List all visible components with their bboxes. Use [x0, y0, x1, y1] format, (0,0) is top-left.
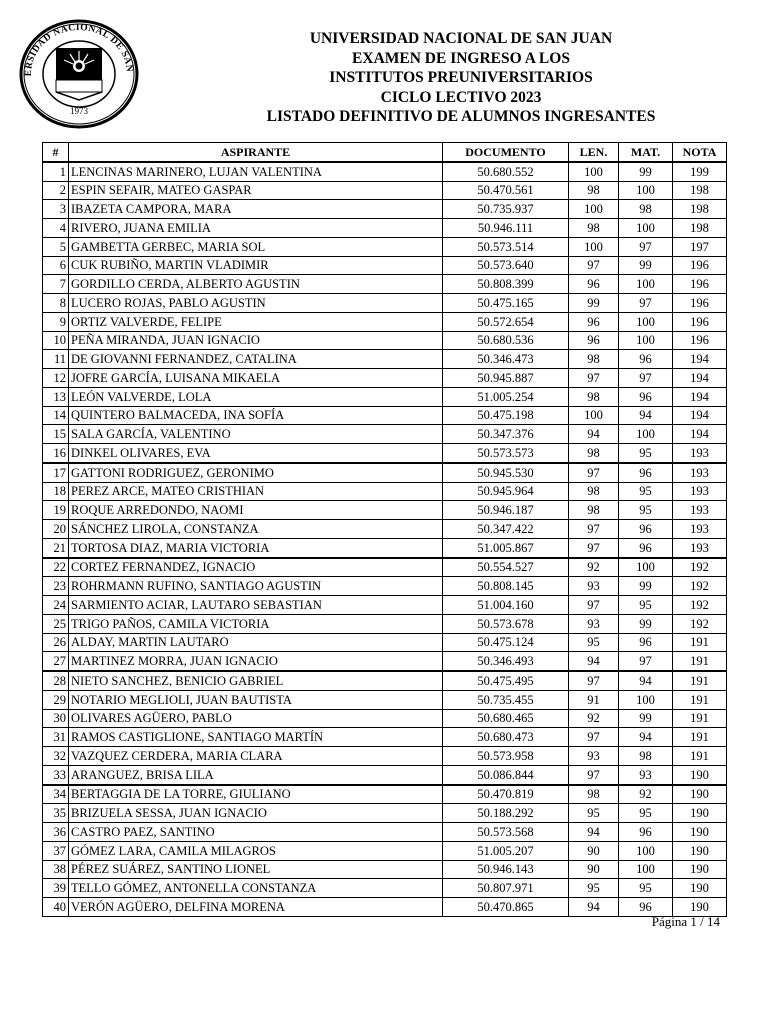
score-language: 92 — [569, 709, 619, 728]
score-language: 98 — [569, 387, 619, 406]
table-row — [43, 577, 727, 596]
score-total: 194 — [673, 369, 727, 388]
score-total: 198 — [673, 219, 727, 238]
score-language: 98 — [569, 444, 619, 463]
document-number: 50.808.145 — [443, 577, 569, 596]
student-name: PEÑA MIRANDA, JUAN IGNACIO — [69, 331, 443, 350]
row-number: 8 — [43, 294, 69, 313]
row-number: 31 — [43, 728, 69, 747]
row-number: 27 — [43, 652, 69, 671]
document-number: 50.554.527 — [443, 558, 569, 577]
score-total: 196 — [673, 275, 727, 294]
admitted-students-table — [42, 142, 727, 917]
score-language: 98 — [569, 219, 619, 238]
score-total: 199 — [673, 162, 727, 181]
table-body — [43, 162, 727, 917]
score-math: 100 — [619, 275, 673, 294]
score-language: 99 — [569, 294, 619, 313]
table-header-row — [43, 143, 727, 162]
score-total: 190 — [673, 879, 727, 898]
student-name: GORDILLO CERDA, ALBERTO AGUSTIN — [69, 275, 443, 294]
column-header-len: LEN. — [569, 143, 619, 162]
score-total: 192 — [673, 558, 727, 577]
score-language: 98 — [569, 482, 619, 501]
score-total: 190 — [673, 804, 727, 823]
student-name: LEÓN VALVERDE, LOLA — [69, 387, 443, 406]
score-math: 94 — [619, 728, 673, 747]
score-language: 94 — [569, 823, 619, 842]
score-language: 96 — [569, 275, 619, 294]
seal-text: ERSIDAD NACIONAL DE SAN — [23, 22, 135, 77]
score-math: 100 — [619, 841, 673, 860]
row-number: 4 — [43, 219, 69, 238]
header-line-exam: EXAMEN DE INGRESO A LOS — [352, 49, 570, 67]
row-number: 22 — [43, 558, 69, 577]
student-name: CASTRO PAEZ, SANTINO — [69, 823, 443, 842]
score-math: 96 — [619, 538, 673, 557]
score-total: 194 — [673, 425, 727, 444]
document-number: 50.347.422 — [443, 520, 569, 539]
score-total: 191 — [673, 671, 727, 690]
score-total: 196 — [673, 331, 727, 350]
table-row — [43, 709, 727, 728]
student-name: GATTONI RODRIGUEZ, GERONIMO — [69, 463, 443, 482]
header-line-listing: LISTADO DEFINITIVO DE ALUMNOS INGRESANTES — [266, 108, 656, 125]
score-math: 92 — [619, 785, 673, 804]
table-row — [43, 538, 727, 557]
score-math: 98 — [619, 200, 673, 219]
score-total: 194 — [673, 350, 727, 369]
document-number: 50.680.552 — [443, 162, 569, 181]
score-language: 98 — [569, 785, 619, 804]
row-number: 15 — [43, 425, 69, 444]
score-math: 95 — [619, 804, 673, 823]
document-number: 50.346.493 — [443, 652, 569, 671]
score-math: 95 — [619, 501, 673, 520]
table-row — [43, 860, 727, 879]
document-number: 50.470.561 — [443, 181, 569, 200]
score-language: 94 — [569, 652, 619, 671]
document-number: 50.735.455 — [443, 690, 569, 709]
score-total: 193 — [673, 538, 727, 557]
score-total: 190 — [673, 898, 727, 917]
document-number: 50.808.399 — [443, 275, 569, 294]
student-name: CORTEZ FERNANDEZ, IGNACIO — [69, 558, 443, 577]
score-total: 193 — [673, 501, 727, 520]
score-math: 100 — [619, 181, 673, 200]
column-header-number: # — [43, 143, 69, 162]
score-language: 97 — [569, 369, 619, 388]
student-name: ROQUE ARREDONDO, NAOMI — [69, 501, 443, 520]
table-row — [43, 765, 727, 784]
score-language: 93 — [569, 747, 619, 766]
score-language: 100 — [569, 406, 619, 425]
document-number: 51.005.207 — [443, 841, 569, 860]
table-row — [43, 463, 727, 482]
score-total: 197 — [673, 237, 727, 256]
university-seal — [18, 18, 140, 130]
table-row — [43, 804, 727, 823]
score-language: 93 — [569, 577, 619, 596]
score-math: 96 — [619, 387, 673, 406]
document-number: 50.946.187 — [443, 501, 569, 520]
document-number: 50.735.937 — [443, 200, 569, 219]
table-row — [43, 275, 727, 294]
row-number: 33 — [43, 765, 69, 784]
document-number: 50.807.971 — [443, 879, 569, 898]
score-math: 93 — [619, 765, 673, 784]
document-number: 50.945.887 — [443, 369, 569, 388]
row-number: 3 — [43, 200, 69, 219]
score-math: 97 — [619, 237, 673, 256]
table-row — [43, 652, 727, 671]
document-number: 51.005.254 — [443, 387, 569, 406]
student-name: SÁNCHEZ LIROLA, CONSTANZA — [69, 520, 443, 539]
document-header — [200, 29, 722, 127]
seal-year: 1973 — [70, 106, 88, 116]
student-name: TELLO GÓMEZ, ANTONELLA CONSTANZA — [69, 879, 443, 898]
table-row — [43, 879, 727, 898]
score-language: 93 — [569, 614, 619, 633]
score-math: 97 — [619, 369, 673, 388]
student-name: OLIVARES AGÜERO, PABLO — [69, 709, 443, 728]
score-language: 91 — [569, 690, 619, 709]
student-name: ROHRMANN RUFINO, SANTIAGO AGUSTIN — [69, 577, 443, 596]
row-number: 14 — [43, 406, 69, 425]
row-number: 13 — [43, 387, 69, 406]
row-number: 20 — [43, 520, 69, 539]
score-math: 99 — [619, 162, 673, 181]
row-number: 25 — [43, 614, 69, 633]
score-language: 95 — [569, 879, 619, 898]
document-number: 50.680.473 — [443, 728, 569, 747]
score-total: 193 — [673, 482, 727, 501]
table-row — [43, 633, 727, 652]
table-row — [43, 501, 727, 520]
document-number: 50.573.958 — [443, 747, 569, 766]
score-language: 97 — [569, 596, 619, 615]
student-name: QUINTERO BALMACEDA, INA SOFÍA — [69, 406, 443, 425]
table-row — [43, 369, 727, 388]
score-math: 100 — [619, 331, 673, 350]
document-number: 50.188.292 — [443, 804, 569, 823]
row-number: 34 — [43, 785, 69, 804]
row-number: 18 — [43, 482, 69, 501]
row-number: 19 — [43, 501, 69, 520]
table-row — [43, 614, 727, 633]
student-name: LUCERO ROJAS, PABLO AGUSTIN — [69, 294, 443, 313]
score-math: 99 — [619, 709, 673, 728]
score-total: 191 — [673, 652, 727, 671]
score-total: 190 — [673, 765, 727, 784]
row-number: 17 — [43, 463, 69, 482]
score-language: 98 — [569, 350, 619, 369]
row-number: 21 — [43, 538, 69, 557]
header-line-institutes: INSTITUTOS PREUNIVERSITARIOS — [329, 69, 593, 86]
score-total: 196 — [673, 256, 727, 275]
document-number: 50.572.654 — [443, 312, 569, 331]
student-name: NOTARIO MEGLIOLI, JUAN BAUTISTA — [69, 690, 443, 709]
document-number: 50.470.819 — [443, 785, 569, 804]
score-language: 100 — [569, 200, 619, 219]
table-row — [43, 728, 727, 747]
student-name: VAZQUEZ CERDERA, MARIA CLARA — [69, 747, 443, 766]
score-language: 100 — [569, 237, 619, 256]
score-language: 97 — [569, 538, 619, 557]
row-number: 9 — [43, 312, 69, 331]
document-number: 50.346.473 — [443, 350, 569, 369]
score-total: 193 — [673, 463, 727, 482]
table-row — [43, 671, 727, 690]
score-total: 196 — [673, 312, 727, 331]
row-number: 36 — [43, 823, 69, 842]
score-language: 94 — [569, 425, 619, 444]
score-math: 96 — [619, 823, 673, 842]
table-row — [43, 219, 727, 238]
row-number: 5 — [43, 237, 69, 256]
column-header-mat: MAT. — [619, 143, 673, 162]
score-math: 97 — [619, 652, 673, 671]
column-header-aspirante: ASPIRANTE — [69, 143, 443, 162]
score-math: 95 — [619, 596, 673, 615]
student-name: TORTOSA DIAZ, MARIA VICTORIA — [69, 538, 443, 557]
row-number: 24 — [43, 596, 69, 615]
student-name: TRIGO PAÑOS, CAMILA VICTORIA — [69, 614, 443, 633]
score-total: 193 — [673, 520, 727, 539]
document-number: 50.347.376 — [443, 425, 569, 444]
score-total: 190 — [673, 860, 727, 879]
table-row — [43, 237, 727, 256]
row-number: 30 — [43, 709, 69, 728]
score-language: 97 — [569, 671, 619, 690]
student-name: ORTIZ VALVERDE, FELIPE — [69, 312, 443, 331]
score-total: 198 — [673, 181, 727, 200]
row-number: 1 — [43, 162, 69, 181]
row-number: 29 — [43, 690, 69, 709]
student-name: PEREZ ARCE, MATEO CRISTHIAN — [69, 482, 443, 501]
document-number: 51.004.160 — [443, 596, 569, 615]
document-number: 50.086.844 — [443, 765, 569, 784]
row-number: 28 — [43, 671, 69, 690]
table-row — [43, 350, 727, 369]
row-number: 7 — [43, 275, 69, 294]
table-row — [43, 425, 727, 444]
student-name: DE GIOVANNI FERNANDEZ, CATALINA — [69, 350, 443, 369]
row-number: 35 — [43, 804, 69, 823]
score-math: 96 — [619, 463, 673, 482]
score-total: 198 — [673, 200, 727, 219]
document-number: 50.470.865 — [443, 898, 569, 917]
score-language: 100 — [569, 162, 619, 181]
score-total: 190 — [673, 785, 727, 804]
student-name: SALA GARCÍA, VALENTINO — [69, 425, 443, 444]
student-name: ARANGUEZ, BRISA LILA — [69, 765, 443, 784]
score-total: 190 — [673, 823, 727, 842]
document-number: 51.005.867 — [443, 538, 569, 557]
score-total: 191 — [673, 728, 727, 747]
score-language: 90 — [569, 860, 619, 879]
row-number: 23 — [43, 577, 69, 596]
table-row — [43, 256, 727, 275]
document-number: 50.680.465 — [443, 709, 569, 728]
document-number: 50.475.198 — [443, 406, 569, 425]
document-number: 50.945.530 — [443, 463, 569, 482]
score-total: 191 — [673, 690, 727, 709]
page-number: Página 1 / 14 — [651, 914, 720, 929]
score-math: 95 — [619, 879, 673, 898]
student-name: PÉREZ SUÁREZ, SANTINO LIONEL — [69, 860, 443, 879]
student-name: BERTAGGIA DE LA TORRE, GIULIANO — [69, 785, 443, 804]
score-math: 96 — [619, 898, 673, 917]
row-number: 6 — [43, 256, 69, 275]
table-row — [43, 690, 727, 709]
table-row — [43, 312, 727, 331]
column-header-nota: NOTA — [673, 143, 727, 162]
score-math: 97 — [619, 294, 673, 313]
row-number: 11 — [43, 350, 69, 369]
student-name: IBAZETA CAMPORA, MARA — [69, 200, 443, 219]
table-row — [43, 200, 727, 219]
score-language: 97 — [569, 463, 619, 482]
score-math: 99 — [619, 256, 673, 275]
student-name: MARTINEZ MORRA, JUAN IGNACIO — [69, 652, 443, 671]
document-number: 50.475.124 — [443, 633, 569, 652]
student-name: SARMIENTO ACIAR, LAUTARO SEBASTIAN — [69, 596, 443, 615]
score-total: 194 — [673, 406, 727, 425]
score-language: 98 — [569, 501, 619, 520]
student-name: BRIZUELA SESSA, JUAN IGNACIO — [69, 804, 443, 823]
score-total: 192 — [673, 614, 727, 633]
score-language: 98 — [569, 181, 619, 200]
table-row — [43, 331, 727, 350]
table-row — [43, 181, 727, 200]
row-number: 32 — [43, 747, 69, 766]
table-row — [43, 162, 727, 181]
student-name: CUK RUBIÑO, MARTIN VLADIMIR — [69, 256, 443, 275]
table-row — [43, 596, 727, 615]
student-name: JOFRE GARCÍA, LUISANA MIKAELA — [69, 369, 443, 388]
score-total: 191 — [673, 709, 727, 728]
score-math: 100 — [619, 860, 673, 879]
row-number: 10 — [43, 331, 69, 350]
score-math: 100 — [619, 219, 673, 238]
score-math: 95 — [619, 482, 673, 501]
score-math: 99 — [619, 577, 673, 596]
score-language: 95 — [569, 804, 619, 823]
score-total: 192 — [673, 577, 727, 596]
score-total: 194 — [673, 387, 727, 406]
student-name: DINKEL OLIVARES, EVA — [69, 444, 443, 463]
table-row — [43, 406, 727, 425]
table-row — [43, 387, 727, 406]
table-row — [43, 444, 727, 463]
score-total: 190 — [673, 841, 727, 860]
column-header-documento: DOCUMENTO — [443, 143, 569, 162]
student-name: ESPIN SEFAIR, MATEO GASPAR — [69, 181, 443, 200]
table-row — [43, 823, 727, 842]
document-number: 50.573.678 — [443, 614, 569, 633]
row-number: 16 — [43, 444, 69, 463]
table-row — [43, 482, 727, 501]
student-name: ALDAY, MARTIN LAUTARO — [69, 633, 443, 652]
table-row — [43, 558, 727, 577]
score-math: 96 — [619, 520, 673, 539]
score-language: 97 — [569, 520, 619, 539]
row-number: 2 — [43, 181, 69, 200]
student-name: GAMBETTA GERBEC, MARIA SOL — [69, 237, 443, 256]
table-row — [43, 785, 727, 804]
score-math: 98 — [619, 747, 673, 766]
score-total: 191 — [673, 747, 727, 766]
document-number: 50.573.568 — [443, 823, 569, 842]
student-name: RAMOS CASTIGLIONE, SANTIAGO MARTÍN — [69, 728, 443, 747]
score-math: 96 — [619, 633, 673, 652]
header-line-university: UNIVERSIDAD NACIONAL DE SAN JUAN — [309, 30, 613, 47]
document-number: 50.475.495 — [443, 671, 569, 690]
document-number: 50.680.536 — [443, 331, 569, 350]
document-number: 50.573.640 — [443, 256, 569, 275]
score-language: 95 — [569, 633, 619, 652]
document-number: 50.946.143 — [443, 860, 569, 879]
score-total: 191 — [673, 633, 727, 652]
score-total: 196 — [673, 294, 727, 313]
score-language: 97 — [569, 765, 619, 784]
row-number: 12 — [43, 369, 69, 388]
score-math: 96 — [619, 350, 673, 369]
document-number: 50.573.573 — [443, 444, 569, 463]
student-name: LENCINAS MARINERO, LUJAN VALENTINA — [69, 162, 443, 181]
student-name: RIVERO, JUANA EMILIA — [69, 219, 443, 238]
document-number: 50.573.514 — [443, 237, 569, 256]
score-math: 100 — [619, 558, 673, 577]
header-line-cycle: CICLO LECTIVO 2023 — [380, 88, 542, 106]
score-math: 94 — [619, 406, 673, 425]
score-math: 100 — [619, 312, 673, 331]
table-row — [43, 841, 727, 860]
score-language: 94 — [569, 898, 619, 917]
table-row — [43, 520, 727, 539]
score-math: 99 — [619, 614, 673, 633]
score-total: 192 — [673, 596, 727, 615]
student-name: VERÓN AGÜERO, DELFINA MORENA — [69, 898, 443, 917]
score-math: 100 — [619, 425, 673, 444]
score-language: 96 — [569, 331, 619, 350]
score-language: 97 — [569, 256, 619, 275]
score-language: 97 — [569, 728, 619, 747]
document-number: 50.945.964 — [443, 482, 569, 501]
row-number: 39 — [43, 879, 69, 898]
table-row — [43, 294, 727, 313]
row-number: 38 — [43, 860, 69, 879]
score-math: 100 — [619, 690, 673, 709]
score-language: 90 — [569, 841, 619, 860]
score-total: 193 — [673, 444, 727, 463]
score-language: 92 — [569, 558, 619, 577]
score-math: 95 — [619, 444, 673, 463]
document-number: 50.475.165 — [443, 294, 569, 313]
row-number: 40 — [43, 898, 69, 917]
row-number: 26 — [43, 633, 69, 652]
score-language: 96 — [569, 312, 619, 331]
student-name: GÓMEZ LARA, CAMILA MILAGROS — [69, 841, 443, 860]
table-row — [43, 747, 727, 766]
student-name: NIETO SANCHEZ, BENICIO GABRIEL — [69, 671, 443, 690]
row-number: 37 — [43, 841, 69, 860]
document-number: 50.946.111 — [443, 219, 569, 238]
score-math: 94 — [619, 671, 673, 690]
